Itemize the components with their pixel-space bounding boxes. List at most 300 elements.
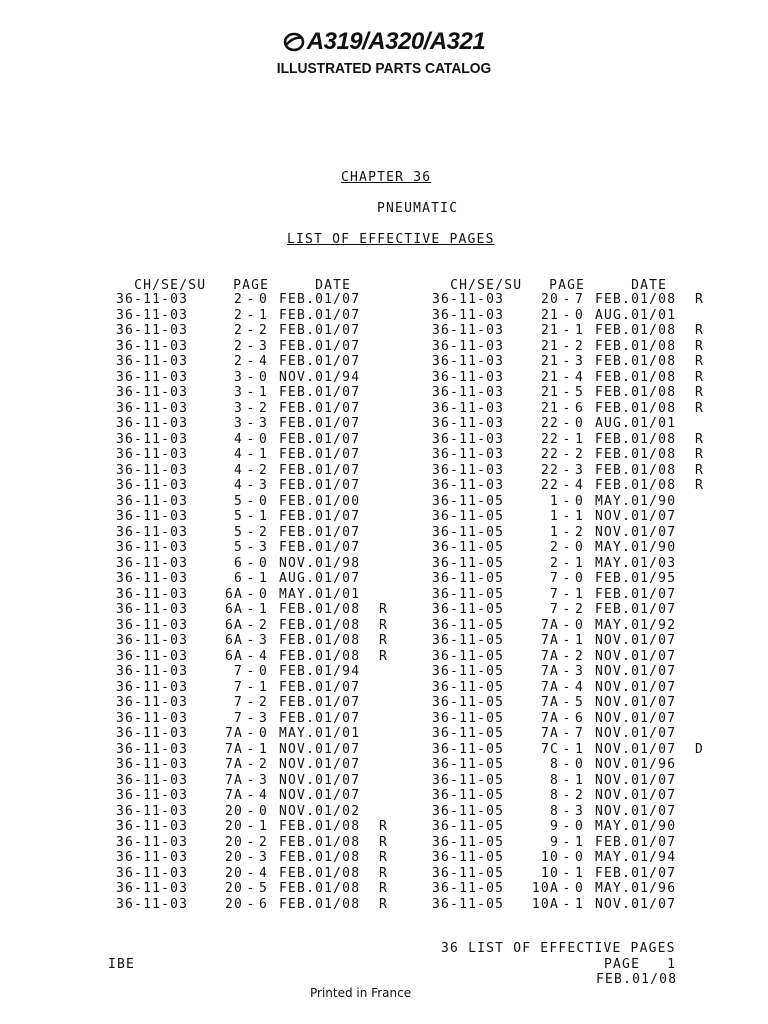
row-page-number: 1 [549,493,559,509]
row-page [531,571,595,587]
row-revision-flag [379,308,393,324]
row-page [215,881,279,897]
row-page-sub: 4 [259,788,269,803]
row-page-number: 5 [233,540,243,555]
row-chsesu: 36-11-05 [432,633,505,648]
row-page [215,866,279,882]
row-page-sub: 4 [575,369,585,385]
row-page-sub: 0 [575,881,585,896]
row-date: FEB.01/08 [595,462,677,478]
row-page [531,587,595,603]
row-chsesu: 36-11-03 [116,633,189,648]
effective-page-row [116,788,393,804]
row-date: MAY.01/90 [595,819,677,834]
row-page-number: 21 [540,307,559,323]
row-page-separator: - [562,865,572,881]
effective-page-row [432,819,709,835]
row-chsesu: 36-11-03 [116,509,189,524]
row-chsesu: 36-11-03 [432,369,505,385]
footer-date: FEB.01/08 [596,972,678,987]
row-revision-flag [379,695,393,711]
row-date: FEB.01/08 [279,881,361,896]
row-page-sub: 4 [575,679,585,695]
row-page [215,726,279,742]
row-page-number: 7A [224,726,243,741]
effective-page-row [116,819,393,835]
row-page [215,323,279,339]
row-page-number: 21 [540,354,559,369]
row-revision-flag: R [379,881,389,896]
row-page [531,649,595,665]
row-page [215,695,279,711]
effective-page-row [116,695,393,711]
row-page-number: 7 [549,602,559,617]
row-page [531,308,595,324]
row-page-number: 2 [233,323,243,338]
row-page-sub: 0 [259,726,269,741]
header-date: DATE [631,278,668,293]
row-page-sub: 4 [259,354,269,369]
row-page [215,602,279,618]
row-revision-flag [379,757,393,773]
row-chsesu: 36-11-03 [432,385,505,400]
row-page [531,509,595,525]
row-revision-flag [695,664,709,680]
row-page [215,308,279,324]
row-chsesu: 36-11-03 [116,338,189,354]
row-chsesu: 36-11-03 [432,462,505,478]
row-revision-flag [379,339,393,355]
row-date: NOV.01/07 [595,788,677,803]
effective-page-row [116,339,393,355]
row-page-separator: - [562,369,572,385]
row-date: FEB.01/00 [279,493,361,509]
row-revision-flag [695,711,709,727]
row-page-number: 7A [224,757,243,772]
row-revision-flag [379,525,393,541]
row-page-sub: 3 [259,416,269,431]
effective-page-row [116,432,393,448]
row-page [215,478,279,494]
row-chsesu: 36-11-05 [432,865,505,881]
row-page-sub: 0 [575,617,585,633]
row-page-sub: 2 [575,524,585,540]
row-revision-flag [695,773,709,789]
row-chsesu: 36-11-03 [116,726,189,741]
row-page-separator: - [562,493,572,509]
row-date: NOV.01/07 [279,757,361,772]
row-chsesu: 36-11-03 [432,478,505,493]
row-page-sub: 1 [575,509,585,524]
row-revision-flag [695,525,709,541]
row-chsesu: 36-11-03 [116,664,189,679]
row-page-number: 2 [233,338,243,354]
row-chsesu: 36-11-03 [116,881,189,896]
row-revision-flag: R [379,896,389,912]
effective-page-row [432,587,709,603]
row-page [531,711,595,727]
row-chsesu: 36-11-05 [432,524,505,540]
row-date: FEB.01/08 [595,354,677,369]
row-page [531,757,595,773]
row-page-number: 10A [531,881,559,896]
row-revision-flag [379,742,393,758]
row-page-sub: 1 [575,834,585,850]
row-date: FEB.01/08 [279,633,361,648]
row-page-separator: - [562,478,572,493]
row-revision-flag [695,618,709,634]
row-date: FEB.01/07 [279,540,361,555]
row-page [531,354,595,370]
row-revision-flag [379,711,393,727]
row-page-sub: 3 [259,540,269,555]
row-date: FEB.01/08 [595,447,677,462]
row-revision-flag [379,478,393,494]
row-page-number: 20 [224,819,243,834]
row-page-separator: - [562,354,572,369]
row-page-sub: 3 [575,354,585,369]
row-page-number: 7A [540,710,559,726]
row-date: FEB.01/08 [279,617,361,633]
row-date: MAY.01/96 [595,881,677,896]
row-revision-flag [379,370,393,386]
row-revision-flag [379,804,393,820]
effective-page-row [116,525,393,541]
row-page-sub: 4 [259,648,269,664]
row-page-sub: 2 [259,617,269,633]
row-page-sub: 6 [259,896,269,912]
row-revision-flag [379,401,393,417]
row-page-number: 20 [224,881,243,896]
row-page-separator: - [562,896,572,912]
row-page-separator: - [562,385,572,400]
row-date: FEB.01/07 [279,447,361,462]
row-chsesu: 36-11-03 [116,819,189,834]
row-page [215,432,279,448]
row-page [215,618,279,634]
row-page-separator: - [562,834,572,850]
row-date: FEB.01/07 [279,354,361,369]
row-page [215,447,279,463]
row-revision-flag [379,463,393,479]
row-page-number: 22 [540,416,559,431]
row-date: NOV.01/07 [279,788,361,803]
row-page-separator: - [246,431,256,447]
effective-page-row [116,587,393,603]
row-page-sub: 0 [259,431,269,447]
row-page [215,757,279,773]
row-date: FEB.01/07 [279,385,361,400]
row-page [531,866,595,882]
row-page-separator: - [562,602,572,617]
row-revision-flag [695,540,709,556]
row-date: NOV.01/07 [595,726,677,741]
effective-page-row [432,788,709,804]
row-page [215,835,279,851]
effective-page-row [116,509,393,525]
row-chsesu: 36-11-03 [116,850,189,865]
row-chsesu: 36-11-03 [432,323,505,338]
effective-page-row [432,804,709,820]
row-page-sub: 3 [575,664,585,679]
effective-page-row [116,866,393,882]
effective-page-row [116,711,393,727]
row-chsesu: 36-11-05 [432,788,505,803]
row-revision-flag [695,866,709,882]
row-page-number: 22 [540,478,559,493]
row-page [215,587,279,603]
row-page [215,401,279,417]
effective-page-row [116,556,393,572]
row-page-sub: 1 [259,447,269,462]
row-revision-flag [379,447,393,463]
row-page-number: 7A [540,695,559,710]
row-page-separator: - [246,385,256,400]
row-page [531,819,595,835]
row-page-separator: - [562,633,572,648]
row-page-sub: 3 [259,633,269,648]
row-chsesu: 36-11-03 [116,695,189,710]
row-chsesu: 36-11-05 [432,896,505,912]
row-page-number: 2 [233,307,243,323]
row-chsesu: 36-11-05 [432,695,505,710]
row-page [215,385,279,401]
row-page-sub: 0 [259,493,269,509]
row-page-number: 8 [549,757,559,772]
row-date: NOV.01/07 [595,710,677,726]
row-page-sub: 2 [575,338,585,354]
row-page-number: 5 [233,509,243,524]
row-chsesu: 36-11-03 [432,447,505,462]
row-date: NOV.01/07 [595,741,677,757]
effective-page-row [116,726,393,742]
row-date: FEB.01/07 [595,865,677,881]
footer-section-label: 36 LIST OF EFFECTIVE PAGES [441,941,676,956]
row-page-number: 7 [549,586,559,602]
row-page-number: 2 [233,354,243,369]
row-date: MAY.01/92 [595,617,677,633]
row-date: FEB.01/07 [279,679,361,695]
row-chsesu: 36-11-03 [116,323,189,338]
header-page: PAGE [233,278,270,293]
row-date: FEB.01/94 [279,664,361,679]
row-page-number: 7 [549,571,559,586]
row-revision-flag: R [379,617,389,633]
row-page-separator: - [246,447,256,462]
row-date: NOV.01/02 [279,803,361,819]
row-revision-flag: R [695,400,705,416]
row-page [215,494,279,510]
row-page [531,463,595,479]
row-date: FEB.01/08 [279,896,361,912]
row-page-number: 4 [233,431,243,447]
row-date: FEB.01/08 [595,400,677,416]
row-chsesu: 36-11-03 [116,493,189,509]
row-revision-flag [379,680,393,696]
effective-page-row [116,308,393,324]
row-revision-flag: R [379,865,389,881]
row-page [215,664,279,680]
row-date: NOV.01/96 [595,757,677,772]
row-date: NOV.01/07 [595,772,677,788]
header-page: PAGE [549,278,586,293]
row-page-separator: - [246,416,256,431]
row-date: FEB.01/08 [279,865,361,881]
row-page-number: 7 [233,710,243,726]
row-page [215,416,279,432]
row-page [531,556,595,572]
row-page [531,401,595,417]
row-page-number: 7 [233,664,243,679]
row-page-number: 22 [540,462,559,478]
row-page-separator: - [562,555,572,571]
effective-page-row [432,556,709,572]
row-page-separator: - [246,323,256,338]
row-page [531,618,595,634]
row-page-sub: 1 [575,323,585,338]
row-page [215,819,279,835]
row-page-separator: - [246,772,256,788]
row-page [531,385,595,401]
row-page-sub: 1 [575,772,585,788]
row-date: AUG.01/01 [595,416,677,431]
row-page-sub: 2 [575,447,585,462]
row-revision-flag: R [379,834,389,850]
row-chsesu: 36-11-05 [432,509,505,524]
row-page-separator: - [562,509,572,524]
row-page-number: 1 [549,524,559,540]
row-page [531,897,595,913]
row-page-separator: - [562,447,572,462]
effective-page-row [116,494,393,510]
row-page [531,339,595,355]
row-page-number: 20 [224,850,243,865]
effective-page-row [432,711,709,727]
row-revision-flag [695,881,709,897]
footer-page-label: PAGE [604,957,641,972]
effective-page-row [116,835,393,851]
row-page-separator: - [246,726,256,741]
row-revision-flag [695,804,709,820]
row-page-number: 21 [540,323,559,338]
row-page-separator: - [562,772,572,788]
row-page [215,556,279,572]
row-revision-flag [379,509,393,525]
effective-page-row [432,432,709,448]
row-revision-flag [695,897,709,913]
row-page [531,773,595,789]
row-page-sub: 5 [575,385,585,400]
row-revision-flag: R [379,648,389,664]
row-page-sub: 2 [259,400,269,416]
row-page-sub: 0 [575,540,585,555]
row-page-separator: - [562,431,572,447]
row-chsesu: 36-11-03 [116,648,189,664]
airbus-logo-icon [283,31,305,59]
row-page-separator: - [562,292,572,307]
row-page-sub: 0 [259,664,269,679]
row-chsesu: 36-11-05 [432,710,505,726]
row-page-separator: - [246,788,256,803]
row-date: FEB.01/07 [595,586,677,602]
row-page-number: 2 [549,540,559,555]
effective-page-row [116,416,393,432]
row-chsesu: 36-11-05 [432,834,505,850]
row-page-sub: 1 [259,679,269,695]
effective-page-row [116,664,393,680]
effective-page-row [432,571,709,587]
effective-page-row [432,773,709,789]
row-page-separator: - [562,338,572,354]
row-page-number: 7A [540,648,559,664]
row-page-separator: - [246,617,256,633]
row-page-number: 7A [540,617,559,633]
row-date: FEB.01/08 [279,850,361,865]
row-page-sub: 5 [259,881,269,896]
row-chsesu: 36-11-05 [432,493,505,509]
row-page-number: 3 [233,400,243,416]
row-chsesu: 36-11-05 [432,850,505,865]
row-page-separator: - [246,695,256,710]
row-page [215,292,279,308]
row-page [531,804,595,820]
row-page-separator: - [562,586,572,602]
row-page-separator: - [562,323,572,338]
row-page-separator: - [246,524,256,540]
row-page-sub: 0 [259,555,269,571]
row-page-separator: - [246,834,256,850]
effective-page-row [432,726,709,742]
row-page-number: 7C [540,741,559,757]
row-chsesu: 36-11-03 [116,834,189,850]
effective-page-row [116,463,393,479]
row-page-number: 9 [549,819,559,834]
row-page-sub: 1 [259,307,269,323]
row-date: FEB.01/08 [279,602,361,617]
row-page-separator: - [246,850,256,865]
row-date: MAY.01/94 [595,850,677,865]
row-date: NOV.01/07 [595,648,677,664]
row-revision-flag [379,773,393,789]
row-page-sub: 6 [575,710,585,726]
row-date: FEB.01/08 [595,323,677,338]
row-page-sub: 6 [575,400,585,416]
row-chsesu: 36-11-03 [116,896,189,912]
row-page-sub: 2 [575,788,585,803]
row-chsesu: 36-11-03 [432,354,505,369]
row-page-separator: - [246,462,256,478]
row-page-number: 8 [549,788,559,803]
row-page-number: 7 [233,679,243,695]
row-page-separator: - [246,493,256,509]
row-page-number: 3 [233,416,243,431]
row-page-separator: - [246,865,256,881]
row-page-sub: 7 [575,292,585,307]
row-revision-flag [379,540,393,556]
printed-in-france: Printed in France [310,986,412,1000]
row-page [531,742,595,758]
row-date: FEB.01/08 [279,648,361,664]
row-chsesu: 36-11-05 [432,679,505,695]
effective-page-row [116,850,393,866]
section-title: LIST OF EFFECTIVE PAGES [287,232,495,247]
row-page-separator: - [246,369,256,385]
effective-page-row [432,881,709,897]
row-page-separator: - [562,710,572,726]
row-revision-flag [379,432,393,448]
row-revision-flag [695,695,709,711]
row-page-separator: - [246,571,256,586]
